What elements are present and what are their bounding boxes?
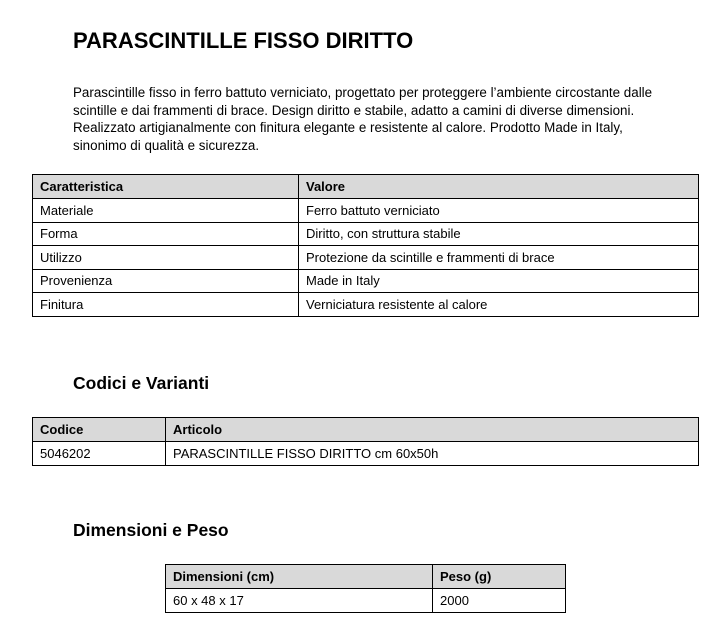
dimensions-value: 60 x 48 x 17 [166, 589, 433, 613]
section-title-dimensions: Dimensioni e Peso [73, 520, 229, 540]
column-header-articolo: Articolo [166, 418, 699, 442]
product-article: PARASCINTILLE FISSO DIRITTO cm 60x50h [166, 442, 699, 466]
feature-name: Provenienza [33, 269, 299, 293]
table-header-row [33, 175, 699, 199]
feature-value: Ferro battuto verniciato [299, 199, 699, 223]
table-row [33, 293, 699, 317]
column-header-dimensioni: Dimensioni (cm) [166, 565, 433, 589]
feature-value: Verniciatura resistente al calore [299, 293, 699, 317]
table-header-row [166, 565, 566, 589]
table-row [33, 199, 699, 223]
column-header-caratteristica: Caratteristica [33, 175, 299, 199]
table-row [33, 442, 699, 466]
dimensions-table [165, 564, 566, 613]
feature-value: Protezione da scintille e frammenti di brace [299, 246, 699, 270]
column-header-peso: Peso (g) [433, 565, 566, 589]
table-row [166, 589, 566, 613]
weight-value: 2000 [433, 589, 566, 613]
feature-value: Diritto, con struttura stabile [299, 222, 699, 246]
table-header-row [33, 418, 699, 442]
feature-name: Forma [33, 222, 299, 246]
column-header-valore: Valore [299, 175, 699, 199]
codes-table [32, 417, 699, 466]
column-header-codice: Codice [33, 418, 166, 442]
features-table [32, 174, 699, 317]
page-title: PARASCINTILLE FISSO DIRITTO [73, 28, 414, 53]
product-description: Parascintille fisso in ferro battuto verniciato, progettato per proteggere l’ambiente circostante dalle scintille e dai frammenti di brace. Design diritto e stabile, adatto a camini di diverse dimensioni. Realizzato artigianalmente con finitura elegante e resistente al calore. Prodotto Made in Italy, sinonimo di qualità e sicurezza. [73, 85, 653, 153]
feature-name: Utilizzo [33, 246, 299, 270]
table-row [33, 246, 699, 270]
feature-name: Finitura [33, 293, 299, 317]
section-title-codes: Codici e Varianti [73, 373, 210, 393]
feature-value: Made in Italy [299, 269, 699, 293]
product-code: 5046202 [33, 442, 166, 466]
feature-name: Materiale [33, 199, 299, 223]
table-row [33, 222, 699, 246]
table-row [33, 269, 699, 293]
